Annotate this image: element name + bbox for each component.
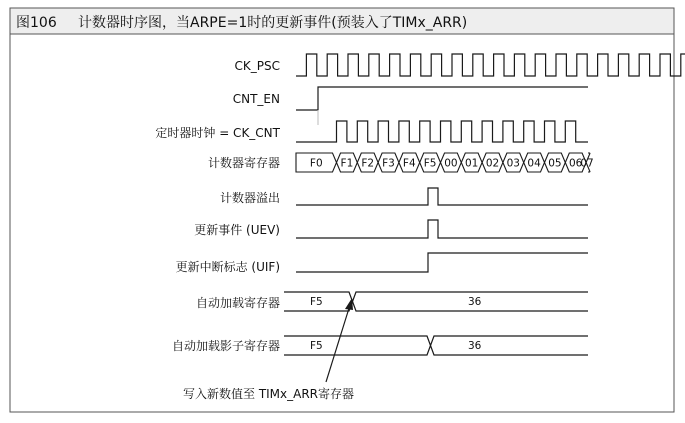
counter-cell-value: 03 (506, 157, 520, 170)
autoreload-preload-new-value: 36 (468, 296, 482, 308)
counter-cell-value: 07 (580, 157, 594, 170)
figure-number: 图106 (16, 15, 57, 31)
counter-cell-value: F1 (340, 157, 354, 170)
counter-cell-value: F3 (382, 157, 395, 170)
label-update-event: 更新事件 (UEV) (194, 223, 280, 237)
figure-caption: 计数器时序图，当ARPE=1时的更新事件(预装入了TIMx_ARR) (78, 15, 468, 31)
counter-cell-value: 02 (485, 157, 500, 170)
label-autoreload-shadow: 自动加载影子寄存器 (171, 339, 280, 353)
label-ck-cnt: 定时器时钟 = CK_CNT (155, 126, 280, 140)
counter-cell-value: 06 (569, 157, 583, 170)
counter-cell-value: 01 (465, 157, 479, 170)
counter-cell-value: F0 (309, 157, 323, 170)
autoreload-shadow-old-value: F5 (310, 340, 323, 352)
figure-frame (10, 8, 674, 412)
counter-cell-value: F4 (402, 157, 416, 170)
counter-cell-value: F2 (361, 157, 375, 170)
label-autoreload-preload: 自动加载寄存器 (195, 296, 280, 310)
label-update-interrupt-flag: 更新中断标志 (UIF) (175, 260, 280, 274)
label-counter-overflow: 计数器溢出 (219, 191, 280, 205)
autoreload-shadow-new-value: 36 (468, 340, 482, 352)
counter-cell-value: 05 (548, 157, 562, 170)
counter-cell-value: F5 (423, 157, 437, 170)
label-ck-psc: CK_PSC (234, 59, 280, 73)
counter-cell-value: 00 (444, 157, 458, 170)
label-counter-register: 计数器寄存器 (207, 156, 280, 170)
annotation-text: 写入新数值至 TIMx_ARR寄存器 (183, 387, 355, 401)
counter-cell-value: 04 (527, 157, 541, 170)
autoreload-preload-old-value: F5 (310, 296, 323, 308)
label-cnt-en: CNT_EN (232, 92, 280, 106)
